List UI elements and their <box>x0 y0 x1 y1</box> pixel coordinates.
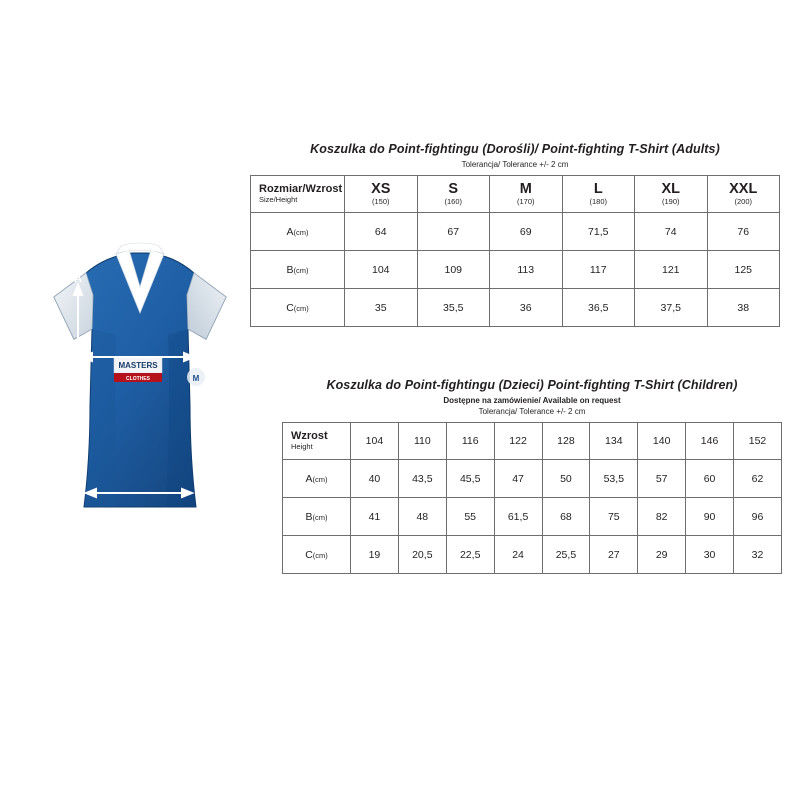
header-height-110: 110 <box>398 423 446 460</box>
cell-c-110: 20,5 <box>398 536 446 574</box>
cell-c-xxl: 38 <box>707 289 780 327</box>
header-height-140: 140 <box>638 423 686 460</box>
table-row <box>283 536 782 574</box>
header-height-122: 122 <box>494 423 542 460</box>
cell-c-140: 29 <box>638 536 686 574</box>
table-header-row <box>251 176 780 213</box>
header-height-146: 146 <box>686 423 734 460</box>
header-height-134: 134 <box>590 423 638 460</box>
children-tolerance-note: Tolerancja/ Tolerance +/- 2 cm <box>478 407 586 416</box>
cell-c-146: 30 <box>686 536 734 574</box>
svg-text:CLOTHES: CLOTHES <box>126 376 150 382</box>
cell-b-152: 96 <box>734 498 782 536</box>
header-height-128: 128 <box>542 423 590 460</box>
cell-a-146: 60 <box>686 460 734 498</box>
cell-c-m: 36 <box>490 289 563 327</box>
tshirt-graphic <box>20 235 260 565</box>
table-row <box>251 213 780 251</box>
cell-a-140: 57 <box>638 460 686 498</box>
cell-c-xs: 35 <box>345 289 418 327</box>
table-row <box>251 289 780 327</box>
header-height-116: 116 <box>446 423 494 460</box>
cell-a-128: 50 <box>542 460 590 498</box>
children-size-table <box>282 422 782 574</box>
row-label-c: C(cm) <box>283 536 351 574</box>
header-size-s: S (160) <box>417 176 490 213</box>
cell-b-m: 113 <box>490 251 563 289</box>
cell-a-152: 62 <box>734 460 782 498</box>
cell-a-xxl: 76 <box>707 213 780 251</box>
cell-a-m: 69 <box>490 213 563 251</box>
svg-text:MASTERS: MASTERS <box>118 361 158 370</box>
adults-size-table <box>250 175 780 327</box>
table-row <box>283 498 782 536</box>
children-availability-note: Dostępne na zamówienie/ Available on request <box>443 396 621 405</box>
children-table-title: Koszulka do Point-fightingu (Dzieci) Point-fighting T-Shirt (Children) <box>326 378 738 392</box>
adults-table-title: Koszulka do Point-fightingu (Dorośli)/ Point-fighting T-Shirt (Adults) <box>310 142 720 156</box>
header-size-l: L (180) <box>562 176 635 213</box>
product-illustration <box>20 235 260 565</box>
cell-c-116: 22,5 <box>446 536 494 574</box>
row-label-a: A(cm) <box>251 213 345 251</box>
dimension-label-a: A <box>74 273 82 285</box>
children-size-section <box>282 378 782 574</box>
cell-b-122: 61,5 <box>494 498 542 536</box>
table-header-row <box>283 423 782 460</box>
row-label-a: A(cm) <box>283 460 351 498</box>
cell-a-s: 67 <box>417 213 490 251</box>
cell-c-104: 19 <box>351 536 399 574</box>
cell-b-134: 75 <box>590 498 638 536</box>
table-row <box>283 460 782 498</box>
cell-c-152: 32 <box>734 536 782 574</box>
cell-b-128: 68 <box>542 498 590 536</box>
row-label-b: B(cm) <box>251 251 345 289</box>
header-size-xxl: XXL (200) <box>707 176 780 213</box>
cell-b-116: 55 <box>446 498 494 536</box>
chest-logo <box>114 357 162 382</box>
cell-b-xs: 104 <box>345 251 418 289</box>
header-height: Wzrost Height <box>283 423 351 460</box>
cell-b-xxl: 125 <box>707 251 780 289</box>
dimension-label-b: B <box>198 345 206 357</box>
header-size-xl: XL (190) <box>635 176 708 213</box>
cell-c-122: 24 <box>494 536 542 574</box>
cell-c-128: 25,5 <box>542 536 590 574</box>
header-size-xs: XS (150) <box>345 176 418 213</box>
adults-tolerance-note: Tolerancja/ Tolerance +/- 2 cm <box>461 160 569 169</box>
cell-c-xl: 37,5 <box>635 289 708 327</box>
cell-b-140: 82 <box>638 498 686 536</box>
table-row <box>251 251 780 289</box>
cell-b-l: 117 <box>562 251 635 289</box>
cell-c-l: 36,5 <box>562 289 635 327</box>
header-height-152: 152 <box>734 423 782 460</box>
header-size-height: Rozmiar/Wzrost Size/Height <box>251 176 345 213</box>
cell-a-134: 53,5 <box>590 460 638 498</box>
cell-c-s: 35,5 <box>417 289 490 327</box>
cell-a-l: 71,5 <box>562 213 635 251</box>
cell-b-s: 109 <box>417 251 490 289</box>
cell-a-104: 40 <box>351 460 399 498</box>
header-height-104: 104 <box>351 423 399 460</box>
dimension-label-c: C <box>196 481 204 493</box>
cell-b-110: 48 <box>398 498 446 536</box>
cell-b-xl: 121 <box>635 251 708 289</box>
cell-b-146: 90 <box>686 498 734 536</box>
cell-a-xs: 64 <box>345 213 418 251</box>
cell-c-134: 27 <box>590 536 638 574</box>
header-size-m: M (170) <box>490 176 563 213</box>
cell-a-110: 43,5 <box>398 460 446 498</box>
adults-size-section <box>250 142 780 327</box>
cell-a-122: 47 <box>494 460 542 498</box>
row-label-c: C(cm) <box>251 289 345 327</box>
cell-a-116: 45,5 <box>446 460 494 498</box>
row-label-b: B(cm) <box>283 498 351 536</box>
cell-a-xl: 74 <box>635 213 708 251</box>
svg-text:M: M <box>192 374 200 383</box>
cell-b-104: 41 <box>351 498 399 536</box>
